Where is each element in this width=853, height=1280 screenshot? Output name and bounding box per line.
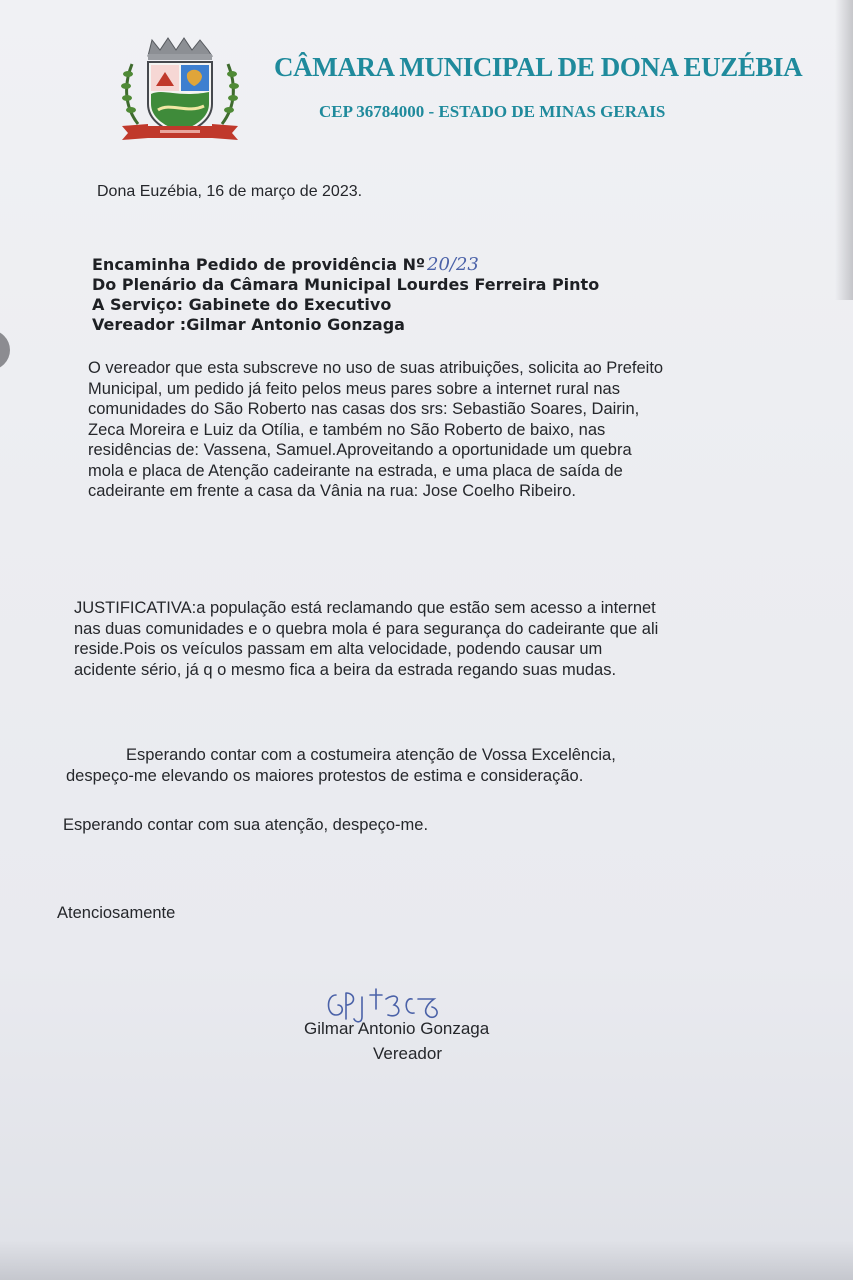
signer-name: Gilmar Antonio Gonzaga	[304, 1019, 490, 1038]
page-bottom-shadow	[0, 1240, 853, 1280]
closing-sentence: Esperando contar com sua atenção, despeço-me.	[63, 816, 429, 834]
letter-date: Dona Euzébia, 16 de março de 2023.	[97, 183, 363, 200]
closing-salutation: Atenciosamente	[57, 904, 176, 922]
header-councilor-line: Vereador :Gilmar Antonio Gonzaga	[92, 315, 405, 334]
paragraph-line: acidente sério, já q o mesmo fica a beira da estrada regando suas mudas.	[74, 660, 617, 679]
header-request-line	[92, 255, 599, 275]
paragraph-line: Esperando contar com a costumeira atenção de Vossa Excelência,	[126, 746, 616, 764]
paragraph-line: JUSTIFICATIVA:a população está reclamando que estão sem acesso a internet	[74, 599, 656, 617]
finger-shadow	[0, 330, 10, 370]
paragraph-line: nas duas comunidades e o quebra mola é para segurança do cadeirante que ali	[74, 619, 659, 638]
paragraph-line: reside.Pois os veículos passam em alta velocidade, podendo causar um	[74, 640, 603, 658]
paragraph-line: residências de: Vassena, Samuel.Aproveitando a oportunidade um quebra	[88, 441, 632, 459]
paragraph-line: despeço-me elevando os maiores protestos de estima e consideração.	[66, 766, 584, 785]
paragraph-line: Zeca Moreira e Luiz da Otília, e também no São Roberto de baixo, nas	[88, 420, 606, 439]
paragraph-line: Municipal, um pedido já feito pelos meus pares sobre a internet rural nas	[88, 379, 620, 398]
paragraph-line: comunidades do São Roberto nas casas dos srs: Sebastião Soares, Dairin,	[88, 400, 640, 418]
courtesy-paragraph	[66, 745, 616, 786]
header-origin-line: Do Plenário da Câmara Municipal Lourdes Ferreira Pinto	[92, 275, 600, 294]
letter-header	[92, 255, 599, 335]
paragraph-line: O vereador que esta subscreve no uso de suas atribuições, solicita ao Prefeito	[88, 359, 664, 377]
municipal-crest-icon	[118, 34, 242, 144]
paragraph-line: mola e placa de Atenção cadeirante na estrada, e uma placa de saída de	[88, 461, 623, 480]
page-edge-shadow	[835, 0, 853, 300]
header-service-line: A Serviço: Gabinete do Executivo	[92, 295, 392, 314]
institution-name: CÂMARA MUNICIPAL DE DONA EUZÉBIA	[274, 52, 803, 82]
paragraph-line: cadeirante em frente a casa da Vânia na rua: Jose Coelho Ribeiro.	[88, 482, 576, 500]
request-label: Encaminha Pedido de providência Nº	[92, 255, 426, 274]
request-number: 20/23	[427, 254, 479, 275]
justification-paragraph	[74, 598, 658, 680]
signer-role: Vereador	[373, 1044, 442, 1063]
institution-subtitle: CEP 36784000 - ESTADO DE MINAS GERAIS	[319, 102, 666, 121]
request-paragraph	[88, 358, 663, 502]
